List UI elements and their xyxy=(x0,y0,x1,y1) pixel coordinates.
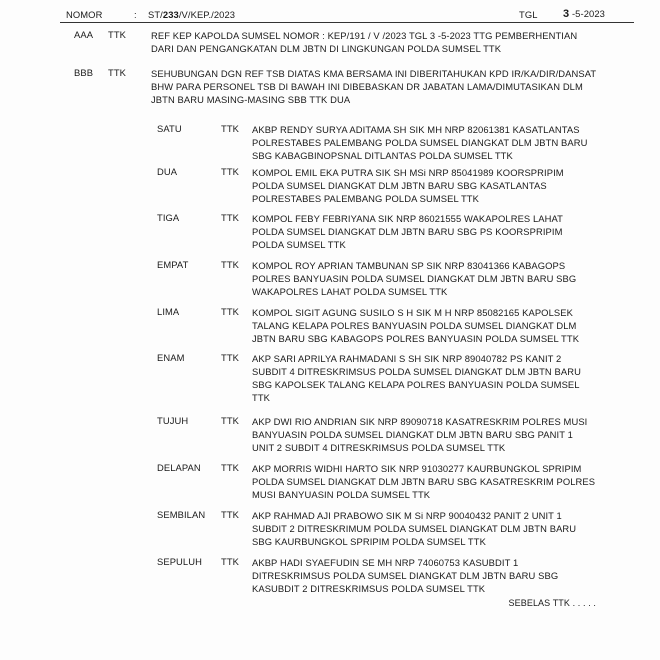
item-label: DELAPAN xyxy=(157,462,201,473)
bbb-text: SEHUBUNGAN DGN REF TSB DIATAS KMA BERSAMA INI DIBERITAHUKAN KPD IR/KA/DIR/DANSAT BHW PARA PERSONEL TSB DI BAWAH INI DIBEBASKAN DR JABATAN LAMA/DIMUTASIKAN DLM JBTN BARU MASING-MASING SBB TTK DUA xyxy=(151,68,597,105)
item-text: AKBP HADI SYAEFUDIN SE MH NRP 74060753 KASUBDIT 1 DITRESKRIMSUS POLDA SUMSEL DIANGKAT DLM JBTN BARU SBG KASUBDIT 2 DITRESKRIMSUS POLDA SUMSEL TTK xyxy=(252,557,559,594)
item-ttk: TTK xyxy=(221,166,240,177)
header-divider xyxy=(60,22,634,23)
tgl-value: 3 -5-2023 xyxy=(563,8,605,20)
item-label: SEPULUH xyxy=(157,556,202,567)
item-text: KOMPOL EMIL EKA PUTRA SIK SH MSi NRP 85041989 KOORSPRIPIM POLDA SUMSEL DIANGKAT DLM JBTN BARU SBG KASATLANTAS POLRESTABES PALEMBANG POLDA SUMSEL TTK xyxy=(252,167,564,204)
nomor-value: ST/233/V/KEP./2023 xyxy=(148,9,236,20)
nomor-label: NOMOR xyxy=(66,9,103,20)
item-ttk: TTK xyxy=(221,123,240,134)
item-label: DUA xyxy=(157,166,178,177)
bbb-ttk: TTK xyxy=(108,67,127,78)
item-ttk: TTK xyxy=(221,415,240,426)
aaa-ttk: TTK xyxy=(108,29,127,40)
item-text: KOMPOL FEBY FEBRIYANA SIK NRP 86021555 WAKAPOLRES LAHAT POLDA SUMSEL DIANGKAT DLM JBTN BARU SBG PS KOORSPRIPIM POLDA SUMSEL TTK xyxy=(252,213,563,250)
item-text: AKBP RENDY SURYA ADITAMA SH SIK MH NRP 82061381 KASATLANTAS POLRESTABES PALEMBANG POLDA SUMSEL DIANGKAT DLM JBTN BARU SBG KABAGBINOPSNAL DITLANTAS POLDA SUMSEL TTK xyxy=(252,124,588,161)
item-ttk: TTK xyxy=(221,462,240,473)
item-text: AKP DWI RIO ANDRIAN SIK NRP 89090718 KASATRESKRIM POLRES MUSI BANYUASIN POLDA SUMSEL DIANGKAT DLM JBTN BARU SBG PANIT 1 UNIT 2 SUBDIT 4 DITRESKRIMSUS POLDA SUMSEL TTK xyxy=(252,416,588,453)
item-label: LIMA xyxy=(157,306,180,317)
continuation-note: SEBELAS TTK . . . . . xyxy=(508,598,596,608)
aaa-code: AAA xyxy=(74,29,94,40)
item-ttk: TTK xyxy=(221,259,240,270)
item-ttk: TTK xyxy=(221,352,240,363)
item-label: EMPAT xyxy=(157,259,189,270)
item-label: SATU xyxy=(157,123,182,134)
item-ttk: TTK xyxy=(221,212,240,223)
item-ttk: TTK xyxy=(221,556,240,567)
item-text: AKP RAHMAD AJI PRABOWO SIK M Si NRP 90040432 PANIT 2 UNIT 1 SUBDIT 2 DITRESKRIMUM POLDA SUMSEL DIANGKAT DLM JBTN BARU SBG KAURBUNGKOL SPRIPIM POLDA SUMSEL TTK xyxy=(252,510,577,547)
tgl-label: TGL xyxy=(519,9,538,20)
nomor-handwritten: 233 xyxy=(162,9,179,20)
item-label: ENAM xyxy=(157,352,185,363)
item-text: AKP SARI APRILYA RAHMADANI S SH SIK NRP 89040782 PS KANIT 2 SUBDIT 4 DITRESKRIMSUS POLDA SUMSEL DIANGKAT DLM JBTN BARU SBG KAPOLSEK TALANG KELAPA POLRES BANYUASIN POLDA SUMSEL TTK xyxy=(252,353,581,403)
item-text: KOMPOL ROY APRIAN TAMBUNAN SP SIK NRP 83041366 KABAGOPS POLRES BANYUASIN POLDA SUMSEL DIANGKAT DLM JBTN BARU SBG WAKAPOLRES LAHAT POLDA SUMSEL TTK xyxy=(252,260,577,297)
nomor-colon: : xyxy=(134,9,137,20)
bbb-code: BBB xyxy=(74,67,94,78)
tgl-handwritten: 3 xyxy=(563,8,570,20)
item-label: TUJUH xyxy=(157,415,189,426)
item-label: TIGA xyxy=(157,212,180,223)
item-label: SEMBILAN xyxy=(157,509,206,520)
item-text: KOMPOL SIGIT AGUNG SUSILO S H SIK M H NRP 85082165 KAPOLSEK TALANG KELAPA POLRES BANYUASIN POLDA SUMSEL DIANGKAT DLM JBTN BARU SBG KABAGOPS POLRES BANYUASIN POLDA SUMSEL TTK xyxy=(252,307,580,344)
item-ttk: TTK xyxy=(221,509,240,520)
item-text: AKP MORRIS WIDHI HARTO SIK NRP 91030277 KAURBUNGKOL SPRIPIM POLDA SUMSEL DIANGKAT DLM JBTN BARU SBG KASATRESKRIM POLRES MUSI BANYUASIN POLDA SUMSEL TTK xyxy=(252,463,596,500)
aaa-text: REF KEP KAPOLDA SUMSEL NOMOR : KEP/191 / V /2023 TGL 3 -5-2023 TTG PEMBERHENTIAN DARI DAN PENGANGKATAN DLM JBTN DI LINGKUNGAN POLDA SUMSEL TTK xyxy=(151,30,578,54)
item-ttk: TTK xyxy=(221,306,240,317)
